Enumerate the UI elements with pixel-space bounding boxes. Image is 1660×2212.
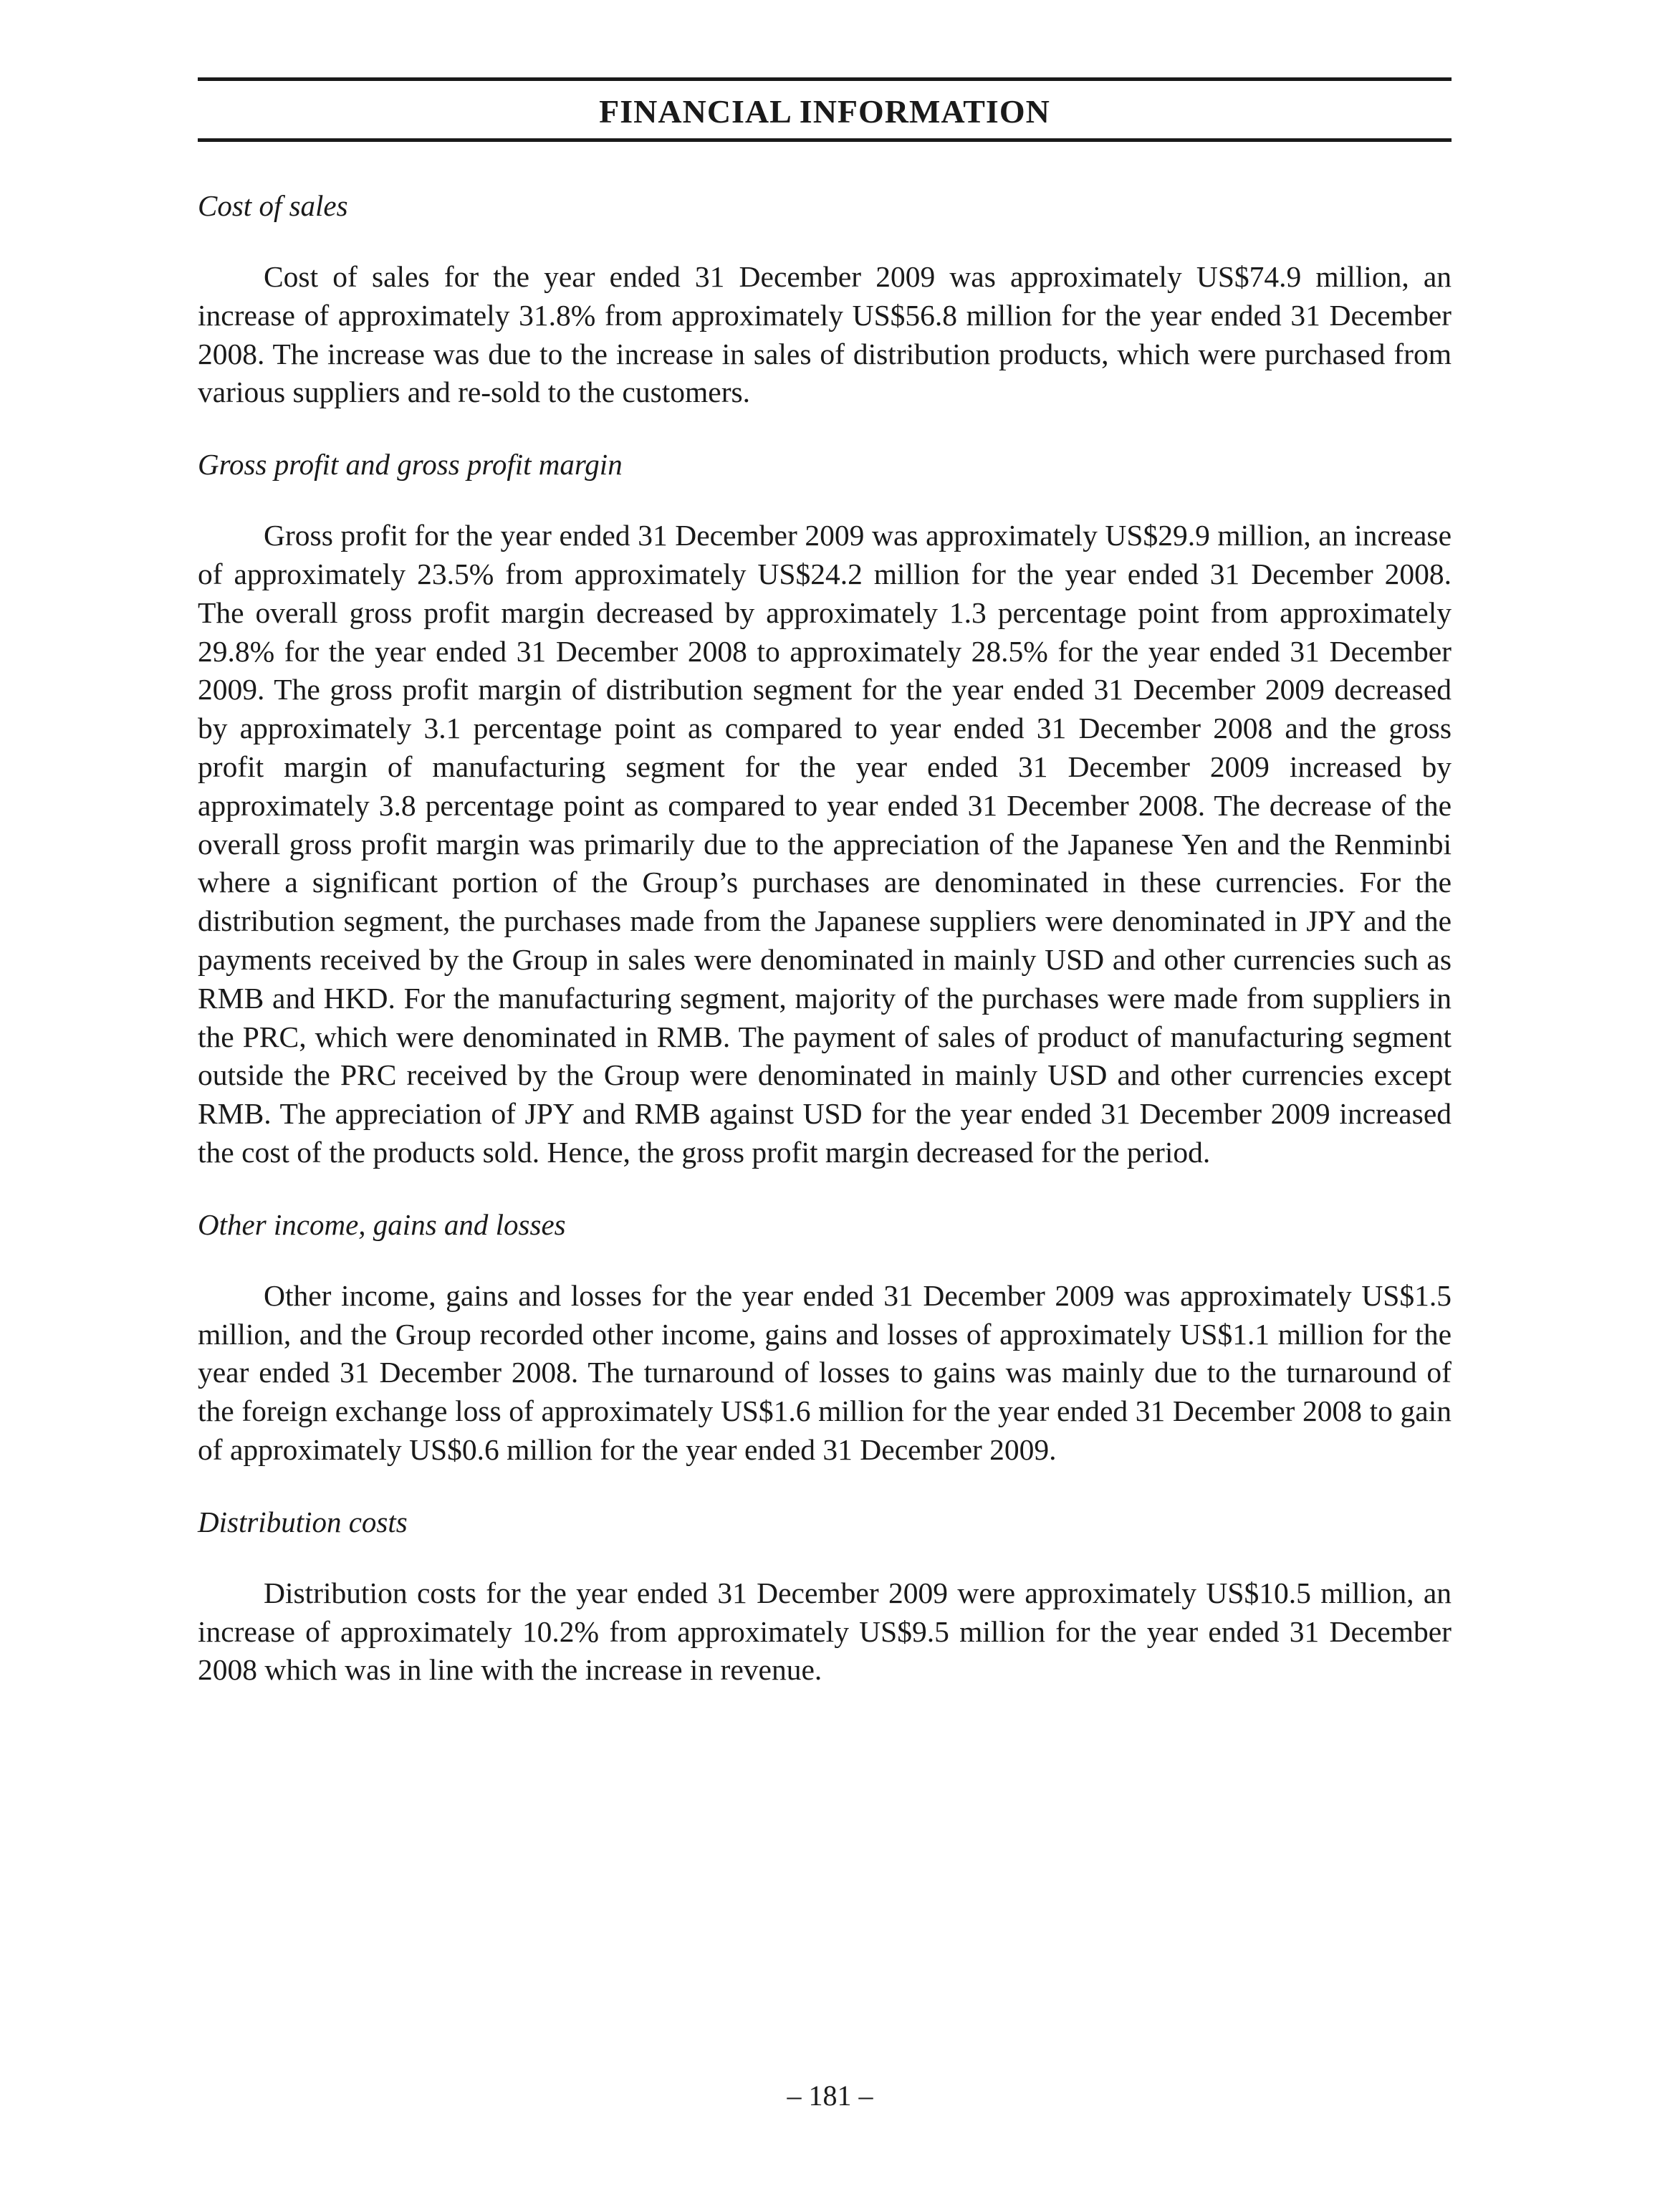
section-heading: Gross profit and gross profit margin	[198, 448, 623, 482]
section-heading: Other income, gains and losses	[198, 1207, 566, 1241]
section-cost-of-sales	[198, 186, 1452, 412]
section-paragraph: Gross profit for the year ended 31 December 2009 was approximately US$29.9 million, an increase of approximately 23.5% from approximately US$24.2 million for the year ended 31 December 2008. The overall gross profit margin decreased by approximately 1.3 percentage point from approximately 29.8% for the year ended 31 December 2008 to approximately 28.5% for the year ended 31 December 2009. The gross profit margin of distribution segment for the year ended 31 December 2009 decreased by approximately 3.1 percentage point as compared to year ended 31 December 2008 and the gross profit margin of manufacturing segment for the year ended 31 December 2009 increased by approximately 3.8 percentage point as compared to year ended 31 December 2008. The decrease of the overall gross profit margin was primarily due to the appreciation of the Japanese Yen and the Renminbi where a significant portion of the Group’s purchases are denominated in these currencies. For the distribution segment, the purchases made from the Japanese suppliers were denominated in JPY and the payments received by the Group in sales were denominated in mainly USD and other currencies such as RMB and HKD. For the manufacturing segment, majority of the purchases were made from suppliers in the PRC, which were denominated in RMB. The payment of sales of product of manufacturing segment outside the PRC received by the Group were denominated in mainly USD and other currencies except RMB. The appreciation of JPY and RMB against USD for the year ended 31 December 2009 increased the cost of the products sold. Hence, the gross profit margin decreased for the period.	[198, 519, 1452, 1169]
header-rule-bottom	[198, 138, 1452, 142]
header-rule-top	[198, 77, 1452, 81]
section-gross-profit	[198, 445, 1452, 1172]
section-paragraph: Distribution costs for the year ended 31 December 2009 were approximately US$10.5 million, an increase of approximately 10.2% from approximately US$9.5 million for the year ended 31 December 2008 which was in line with the increase in revenue.	[198, 1576, 1452, 1687]
section-paragraph: Other income, gains and losses for the year ended 31 December 2009 was approximately US$1.5 million, and the Group recorded other income, gains and losses of approximately US$1.1 million for the year ended 31 December 2008. The turnaround of losses to gains was mainly due to the turnaround of the foreign exchange loss of approximately US$1.6 million for the year ended 31 December 2008 to gain of approximately US$0.6 million for the year ended 31 December 2009.	[198, 1278, 1452, 1466]
page-number: – 181 –	[787, 2079, 873, 2112]
section-other-income	[198, 1205, 1452, 1470]
section-paragraph: Cost of sales for the year ended 31 December 2009 was approximately US$74.9 million, an increase of approximately 31.8% from approximately US$56.8 million for the year ended 31 December 2008. The increase was due to the increase in sales of distribution products, which were purchased from various suppliers and re-sold to the customers.	[198, 260, 1452, 409]
section-heading: Distribution costs	[198, 1505, 408, 1538]
section-heading: Cost of sales	[198, 189, 348, 222]
section-distribution-costs	[198, 1503, 1452, 1690]
page-header-title: FINANCIAL INFORMATION	[599, 93, 1050, 130]
document-page	[198, 77, 1452, 1690]
